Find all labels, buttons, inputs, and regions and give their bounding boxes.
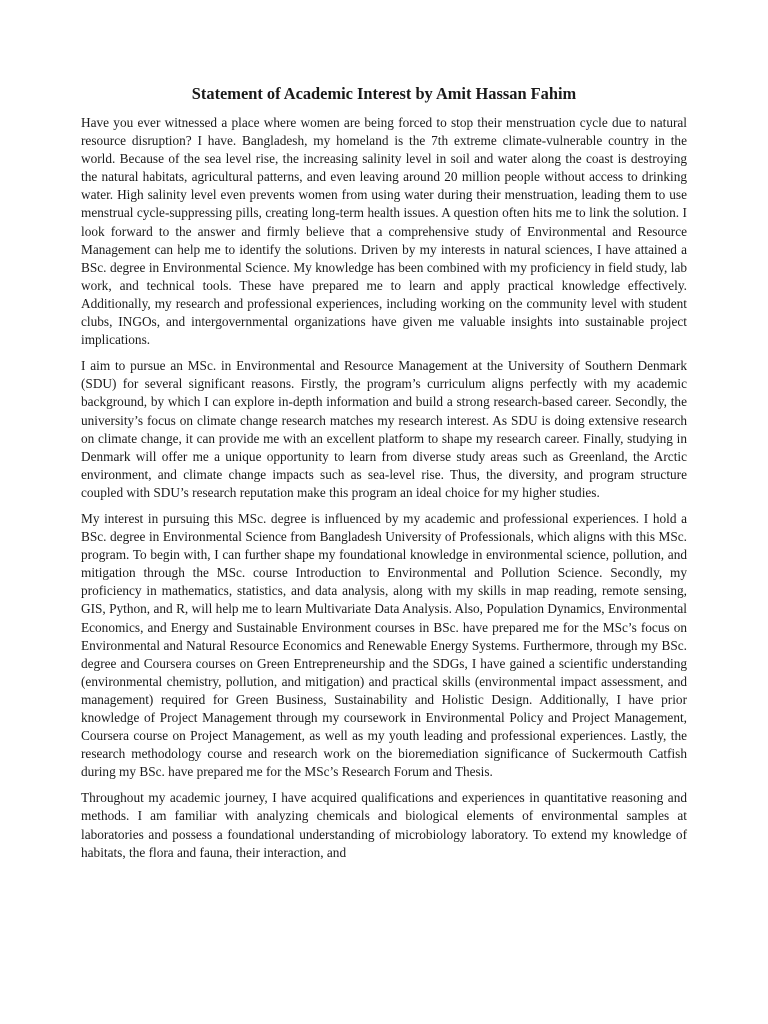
document-page [81, 84, 687, 870]
paragraph-3: My interest in pursuing this MSc. degree is influenced by my academic and professional experiences. I hold a BSc. degree in Environmental Science from Bangladesh University of Professionals, which aligns with this MSc. program. To begin with, I can further shape my foundational knowledge in environmental science, pollution, and mitigation through the MSc. course Introduction to Environmental and Pollution Science. Secondly, my proficiency in mathematics, statistics, and data analysis, along with my skills in map reading, remote sensing, GIS, Python, and R, will help me to learn Multivariate Data Analysis. Also, Population Dynamics, Environmental Economics, and Energy and Sustainable Environment courses in BSc. have prepared me for the MSc’s focus on Environmental and Natural Resource Economics and Renewable Energy Systems. Furthermore, through my BSc. degree and Coursera courses on Green Entrepreneurship and the SDGs, I have gained a scientific understanding (environmental chemistry, pollution, and mitigation) and practical skills (environmental impact assessment, and management) required for Green Business, Sustainability and Holistic Design. Additionally, I have prior knowledge of Project Management through my coursework in Environmental Policy and Project Management, Coursera course on Project Management, as well as my youth leading and professional experiences. Lastly, the research methodology course and research work on the bioremediation significance of Suckermouth Catfish during my BSc. have prepared me for the MSc’s Research Forum and Thesis. [81, 510, 687, 780]
paragraph-1: Have you ever witnessed a place where women are being forced to stop their menstruation cycle due to natural resource disruption? I have. Bangladesh, my homeland is the 7th extreme climate-vulnerable country in the world. Because of the sea level rise, the increasing salinity level in soil and water along the coast is destroying the natural habitats, agricultural patterns, and even leaving around 20 million people without access to drinking water. High salinity level even prevents women from using water during their menstruation, leading them to use menstrual cycle-suppressing pills, creating long-term health issues. A question often hits me to link the solution. I look forward to the answer and firmly believe that a comprehensive study of Environmental and Resource Management can help me to identify the solutions. Driven by my interests in natural sciences, I have attained a BSc. degree in Environmental Science. My knowledge has been combined with my proficiency in field study, lab work, and technical tools. These have prepared me to learn and apply practical knowledge effectively. Additionally, my research and professional experiences, including working on the community level with student clubs, INGOs, and intergovernmental organizations have given me valuable insights into sustainable project implications. [81, 115, 687, 348]
paragraph-2: I aim to pursue an MSc. in Environmental and Resource Management at the University of Southern Denmark (SDU) for several significant reasons. Firstly, the program’s curriculum aligns perfectly with my academic background, by which I can explore in-depth information and build a strong research-based career. Secondly, the university’s focus on climate change research matches my research interest. As SDU is doing extensive research on climate change, it can provide me with an excellent platform to shape my research career. Finally, studying in Denmark will offer me a unique opportunity to learn from diverse study areas such as Greenland, the Arctic environment, and climate change impacts such as sea-level rise. Thus, the diversity, and program structure coupled with SDU’s research reputation make this program an ideal choice for my higher studies. [81, 358, 687, 500]
paragraph-4: Throughout my academic journey, I have acquired qualifications and experiences in quantitative reasoning and methods. I am familiar with analyzing chemicals and biological elements of environmental samples at laboratories and possess a foundational understanding of microbiology laboratory. To extend my knowledge of habitats, the flora and fauna, their interaction, and [81, 790, 687, 860]
document-title: Statement of Academic Interest by Amit Hassan Fahim [191, 84, 577, 103]
